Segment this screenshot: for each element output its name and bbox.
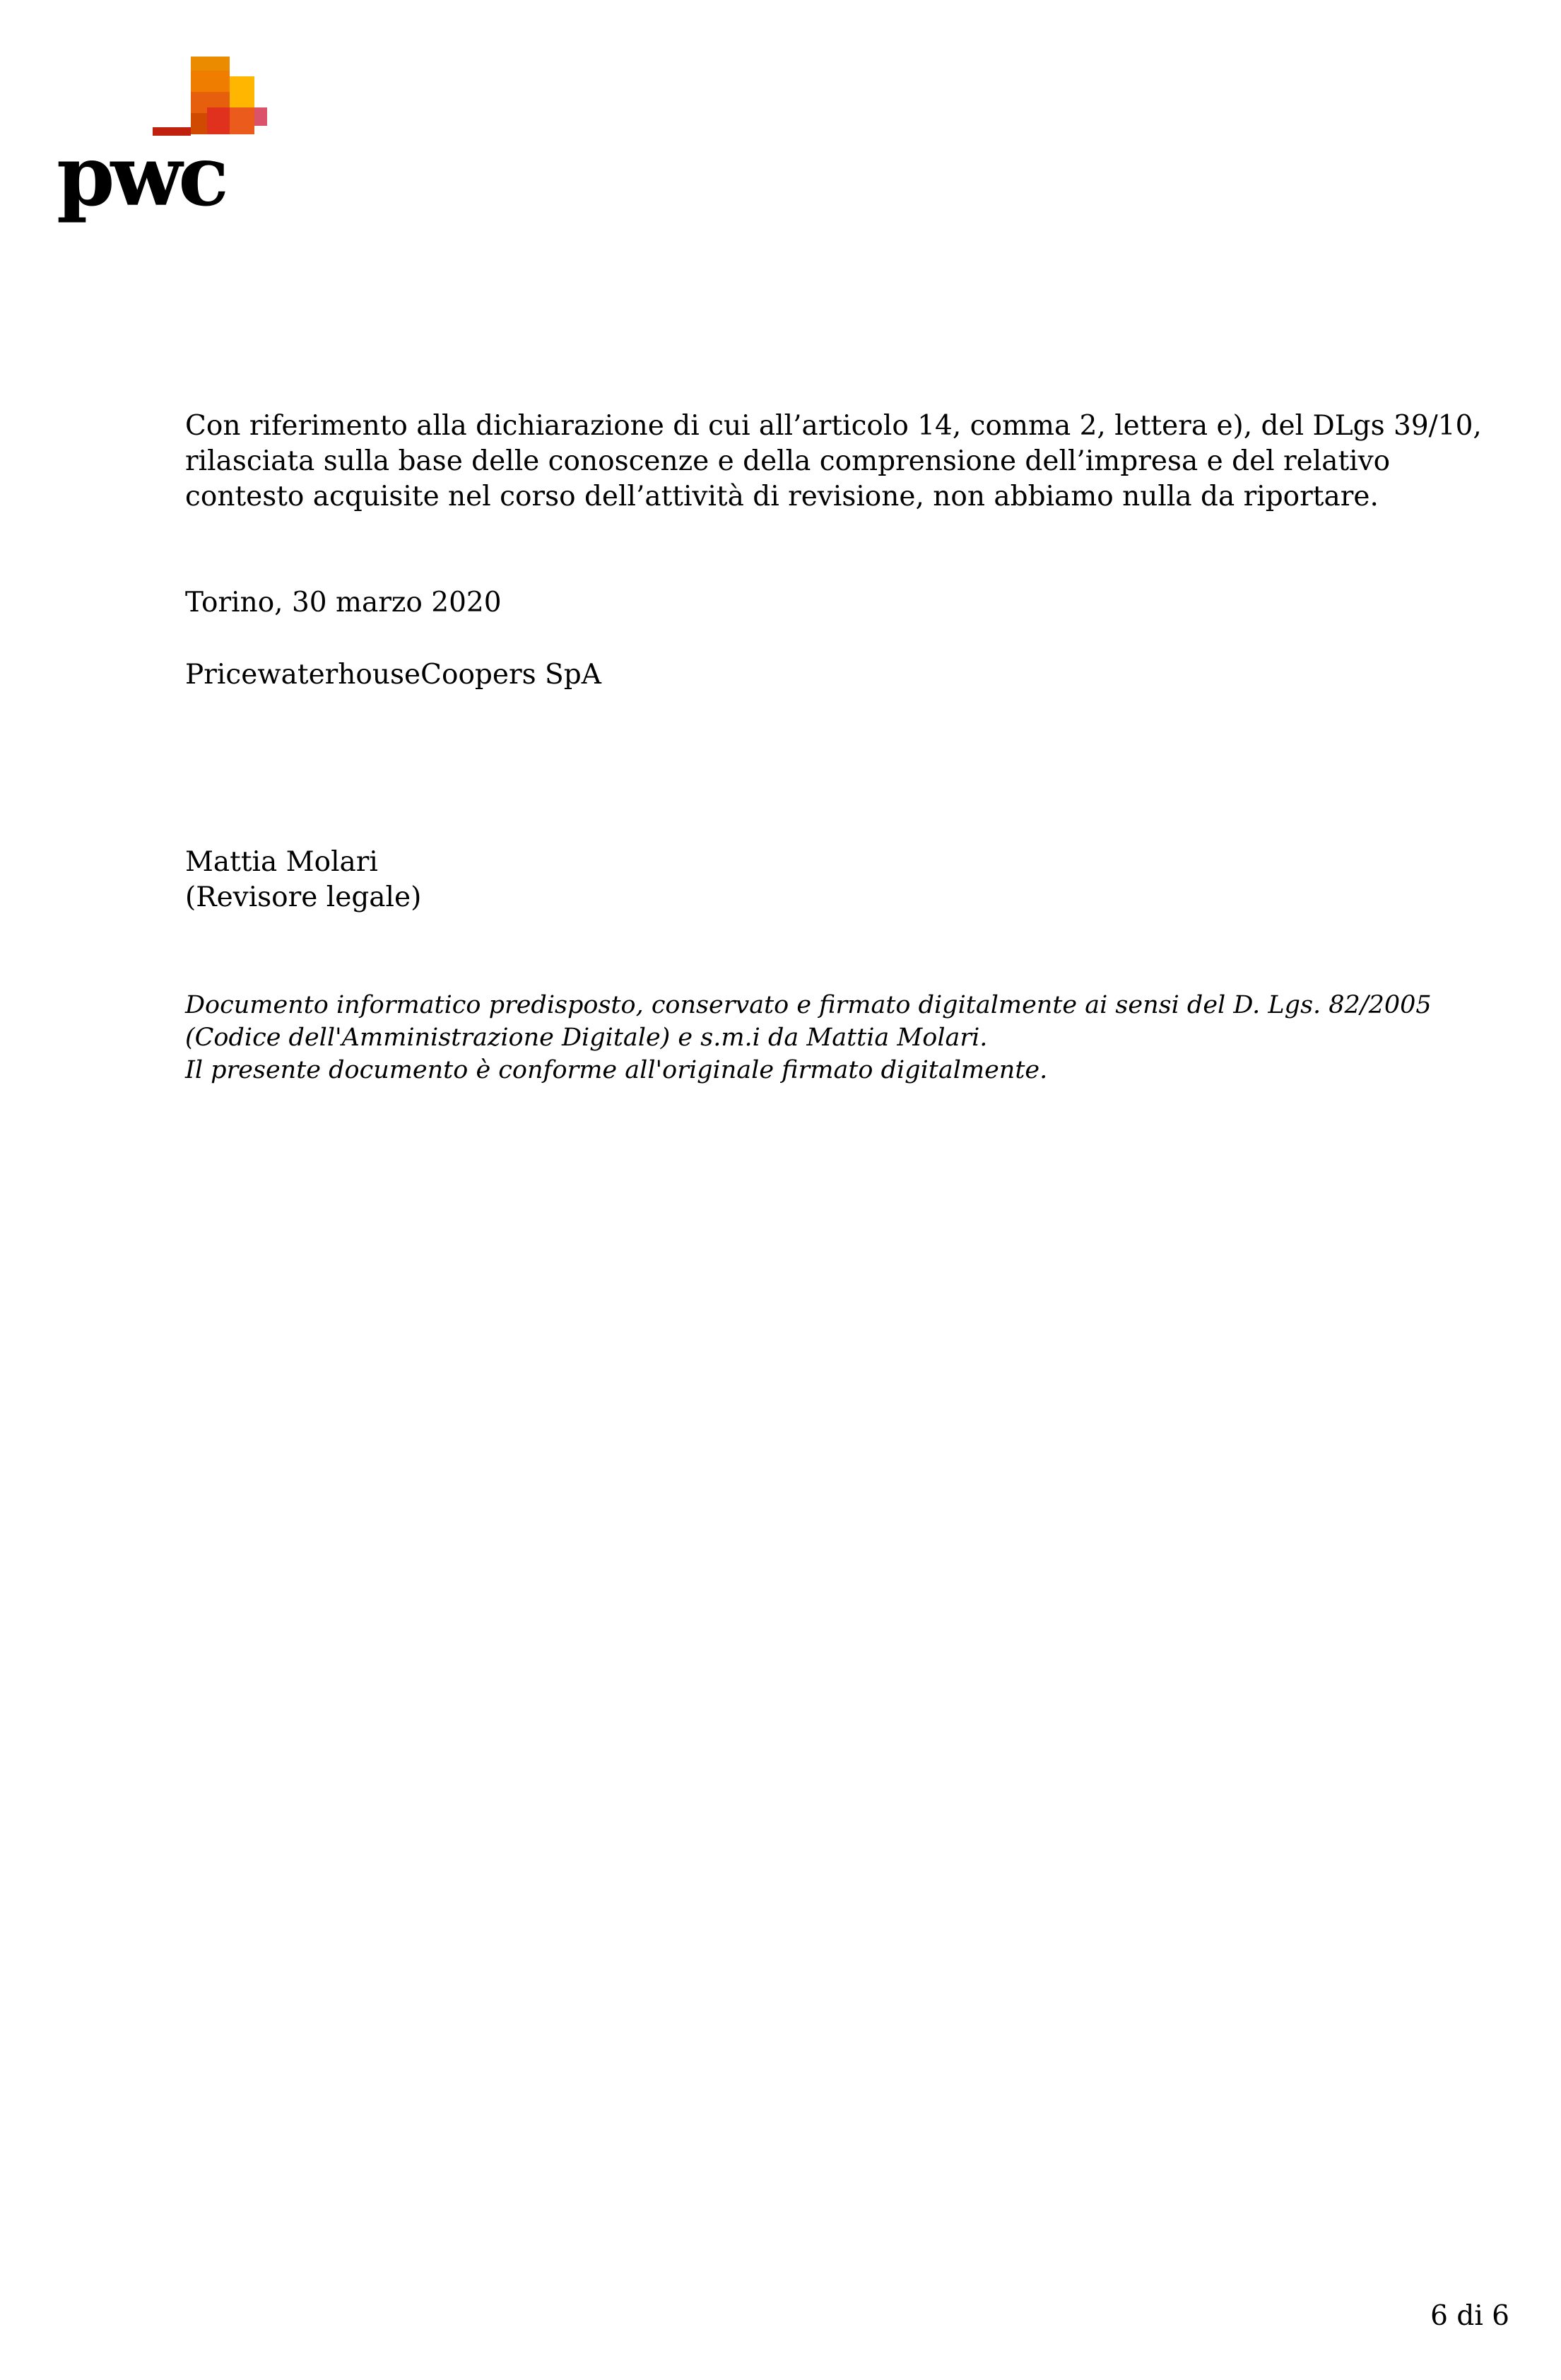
logo-text: pwc bbox=[57, 127, 225, 225]
page-number: 6 di 6 bbox=[1430, 2300, 1509, 2332]
logo-block bbox=[230, 107, 254, 134]
pwc-logo-icon bbox=[55, 57, 274, 226]
signer-name: Mattia Molari bbox=[185, 846, 378, 878]
pwc-logo bbox=[55, 57, 274, 226]
firm-name: PricewaterhouseCoopers SpA bbox=[185, 659, 601, 691]
disclaimer-line-1: Documento informatico predisposto, conservato e firmato digitalmente ai sensi del D. Lgs. 82/2005 (Codice dell'Amministrazione Digitale) e s.m.i da Mattia Molari. bbox=[185, 991, 1432, 1052]
logo-block bbox=[254, 107, 267, 126]
disclaimer-line-2: Il presente documento è conforme all'originale firmato digitalmente. bbox=[185, 1056, 1048, 1084]
document-body bbox=[185, 409, 1485, 1086]
signer-role: (Revisore legale) bbox=[185, 881, 422, 913]
place-date: Torino, 30 marzo 2020 bbox=[185, 587, 502, 619]
logo-block bbox=[191, 71, 230, 92]
digital-signature-disclaimer bbox=[185, 989, 1485, 1086]
intro-paragraph: Con riferimento alla dichiarazione di cui all’articolo 14, comma 2, lettera e), del DLgs 39/10, rilasciata sulla base delle conoscenze e della comprensione dell’impresa e del relativo contesto acquisite nel corso dell’attività di revisione, non abbiamo nulla da riportare. bbox=[185, 410, 1482, 512]
